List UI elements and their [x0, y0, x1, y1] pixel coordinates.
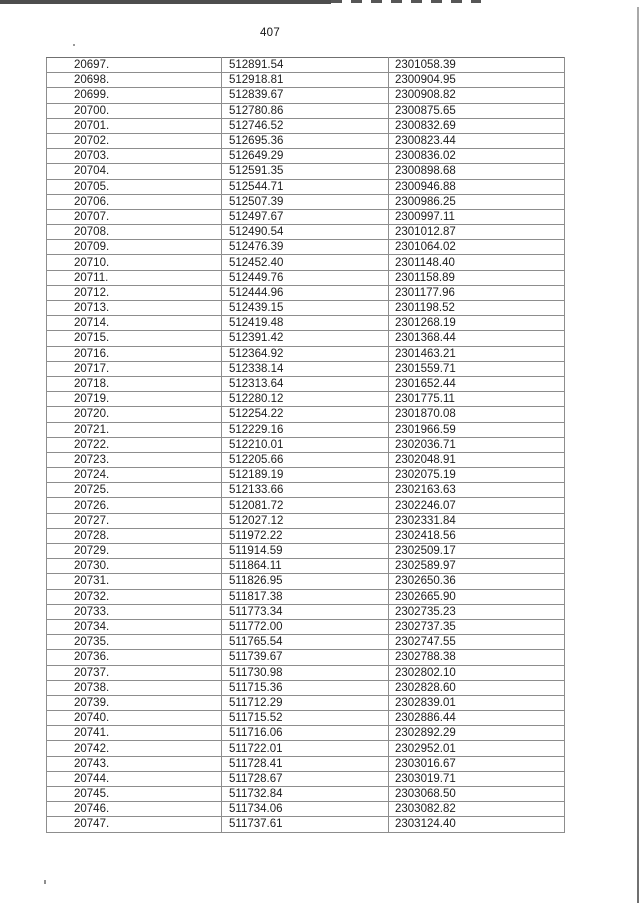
x-coordinate-cell: 512027.12	[222, 513, 389, 528]
y-coordinate-cell: 2302839.01	[389, 695, 565, 710]
scan-artifact-right-edge	[637, 7, 639, 903]
y-coordinate-cell: 2300875.65	[389, 103, 565, 118]
x-coordinate-cell: 511730.98	[222, 665, 389, 680]
x-coordinate-cell: 511773.34	[222, 604, 389, 619]
table-row	[47, 604, 565, 619]
table-body	[47, 58, 565, 833]
y-coordinate-cell: 2303019.71	[389, 771, 565, 786]
point-number-cell: 20739.	[47, 695, 222, 710]
y-coordinate-cell: 2301198.52	[389, 301, 565, 316]
table-row	[47, 437, 565, 452]
y-coordinate-cell: 2300997.11	[389, 209, 565, 224]
x-coordinate-cell: 511715.52	[222, 711, 389, 726]
point-number-cell: 20706.	[47, 194, 222, 209]
point-number-cell: 20737.	[47, 665, 222, 680]
y-coordinate-cell: 2300898.68	[389, 164, 565, 179]
y-coordinate-cell: 2301368.44	[389, 331, 565, 346]
table-row	[47, 88, 565, 103]
y-coordinate-cell: 2300986.25	[389, 194, 565, 209]
x-coordinate-cell: 512205.66	[222, 452, 389, 467]
table-row	[47, 619, 565, 634]
x-coordinate-cell: 512544.71	[222, 179, 389, 194]
x-coordinate-cell: 512280.12	[222, 392, 389, 407]
x-coordinate-cell: 512891.54	[222, 58, 389, 73]
point-number-cell: 20735.	[47, 635, 222, 650]
table-row	[47, 574, 565, 589]
table-row	[47, 316, 565, 331]
point-number-cell: 20723.	[47, 452, 222, 467]
point-number-cell: 20707.	[47, 209, 222, 224]
x-coordinate-cell: 512490.54	[222, 225, 389, 240]
y-coordinate-cell: 2303068.50	[389, 787, 565, 802]
table-row	[47, 483, 565, 498]
x-coordinate-cell: 511914.59	[222, 544, 389, 559]
x-coordinate-cell: 511765.54	[222, 635, 389, 650]
table-row	[47, 513, 565, 528]
table-row	[47, 240, 565, 255]
x-coordinate-cell: 512649.29	[222, 149, 389, 164]
y-coordinate-cell: 2302886.44	[389, 711, 565, 726]
y-coordinate-cell: 2301058.39	[389, 58, 565, 73]
y-coordinate-cell: 2301966.59	[389, 422, 565, 437]
table-row	[47, 331, 565, 346]
point-number-cell: 20733.	[47, 604, 222, 619]
point-number-cell: 20722.	[47, 437, 222, 452]
table-row	[47, 361, 565, 376]
x-coordinate-cell: 511737.61	[222, 817, 389, 832]
point-number-cell: 20743.	[47, 756, 222, 771]
table-row	[47, 73, 565, 88]
x-coordinate-cell: 511972.22	[222, 528, 389, 543]
point-number-cell: 20702.	[47, 133, 222, 148]
y-coordinate-cell: 2300904.95	[389, 73, 565, 88]
table-row	[47, 58, 565, 73]
y-coordinate-cell: 2301177.96	[389, 285, 565, 300]
x-coordinate-cell: 511734.06	[222, 802, 389, 817]
x-coordinate-cell: 512449.76	[222, 270, 389, 285]
table-row	[47, 468, 565, 483]
table-row	[47, 498, 565, 513]
y-coordinate-cell: 2301158.89	[389, 270, 565, 285]
x-coordinate-cell: 512364.92	[222, 346, 389, 361]
point-number-cell: 20736.	[47, 650, 222, 665]
point-number-cell: 20747.	[47, 817, 222, 832]
point-number-cell: 20715.	[47, 331, 222, 346]
point-number-cell: 20734.	[47, 619, 222, 634]
y-coordinate-cell: 2302737.35	[389, 619, 565, 634]
y-coordinate-cell: 2302788.38	[389, 650, 565, 665]
x-coordinate-cell: 511715.36	[222, 680, 389, 695]
y-coordinate-cell: 2302952.01	[389, 741, 565, 756]
y-coordinate-cell: 2301012.87	[389, 225, 565, 240]
y-coordinate-cell: 2302075.19	[389, 468, 565, 483]
table-row	[47, 528, 565, 543]
y-coordinate-cell: 2302735.23	[389, 604, 565, 619]
x-coordinate-cell: 512591.35	[222, 164, 389, 179]
point-number-cell: 20738.	[47, 680, 222, 695]
table-row	[47, 103, 565, 118]
point-number-cell: 20717.	[47, 361, 222, 376]
x-coordinate-cell: 512338.14	[222, 361, 389, 376]
point-number-cell: 20746.	[47, 802, 222, 817]
table-row	[47, 346, 565, 361]
point-number-cell: 20744.	[47, 771, 222, 786]
x-coordinate-cell: 512391.42	[222, 331, 389, 346]
point-number-cell: 20718.	[47, 376, 222, 391]
y-coordinate-cell: 2301148.40	[389, 255, 565, 270]
x-coordinate-cell: 512452.40	[222, 255, 389, 270]
x-coordinate-cell: 512918.81	[222, 73, 389, 88]
table-row	[47, 209, 565, 224]
table-row	[47, 452, 565, 467]
y-coordinate-cell: 2301559.71	[389, 361, 565, 376]
x-coordinate-cell: 511716.06	[222, 726, 389, 741]
y-coordinate-cell: 2303082.82	[389, 802, 565, 817]
point-number-cell: 20745.	[47, 787, 222, 802]
point-number-cell: 20701.	[47, 118, 222, 133]
table-row	[47, 164, 565, 179]
table-row	[47, 194, 565, 209]
table-row	[47, 422, 565, 437]
table-row	[47, 133, 565, 148]
table-row	[47, 650, 565, 665]
point-number-cell: 20710.	[47, 255, 222, 270]
y-coordinate-cell: 2300908.82	[389, 88, 565, 103]
page-number: 407	[259, 27, 281, 39]
table-row	[47, 726, 565, 741]
point-number-cell: 20698.	[47, 73, 222, 88]
x-coordinate-cell: 512746.52	[222, 118, 389, 133]
x-coordinate-cell: 512229.16	[222, 422, 389, 437]
y-coordinate-cell: 2302163.63	[389, 483, 565, 498]
x-coordinate-cell: 511739.67	[222, 650, 389, 665]
point-number-cell: 20724.	[47, 468, 222, 483]
table-row	[47, 680, 565, 695]
point-number-cell: 20721.	[47, 422, 222, 437]
table-row	[47, 802, 565, 817]
y-coordinate-cell: 2301652.44	[389, 376, 565, 391]
table-row	[47, 376, 565, 391]
point-number-cell: 20708.	[47, 225, 222, 240]
y-coordinate-cell: 2302802.10	[389, 665, 565, 680]
y-coordinate-cell: 2301775.11	[389, 392, 565, 407]
x-coordinate-cell: 512313.64	[222, 376, 389, 391]
point-number-cell: 20729.	[47, 544, 222, 559]
x-coordinate-cell: 512497.67	[222, 209, 389, 224]
x-coordinate-cell: 511722.01	[222, 741, 389, 756]
table-row	[47, 392, 565, 407]
y-coordinate-cell: 2301064.02	[389, 240, 565, 255]
point-number-cell: 20730.	[47, 559, 222, 574]
point-number-cell: 20740.	[47, 711, 222, 726]
x-coordinate-cell: 511817.38	[222, 589, 389, 604]
x-coordinate-cell: 512695.36	[222, 133, 389, 148]
table-row	[47, 695, 565, 710]
point-number-cell: 20709.	[47, 240, 222, 255]
x-coordinate-cell: 511732.84	[222, 787, 389, 802]
point-number-cell: 20720.	[47, 407, 222, 422]
x-coordinate-cell: 512081.72	[222, 498, 389, 513]
table-row	[47, 741, 565, 756]
table-row	[47, 544, 565, 559]
x-coordinate-cell: 511772.00	[222, 619, 389, 634]
x-coordinate-cell: 511728.67	[222, 771, 389, 786]
point-number-cell: 20741.	[47, 726, 222, 741]
scan-artifact-top-bar	[0, 0, 331, 4]
point-number-cell: 20731.	[47, 574, 222, 589]
y-coordinate-cell: 2300946.88	[389, 179, 565, 194]
point-number-cell: 20705.	[47, 179, 222, 194]
table-row	[47, 118, 565, 133]
x-coordinate-cell: 512133.66	[222, 483, 389, 498]
y-coordinate-cell: 2302589.97	[389, 559, 565, 574]
x-coordinate-cell: 512839.67	[222, 88, 389, 103]
table-row	[47, 665, 565, 680]
point-number-cell: 20719.	[47, 392, 222, 407]
y-coordinate-cell: 2302418.56	[389, 528, 565, 543]
x-coordinate-cell: 512507.39	[222, 194, 389, 209]
scan-artifact-speck	[73, 44, 75, 46]
x-coordinate-cell: 512780.86	[222, 103, 389, 118]
y-coordinate-cell: 2302892.29	[389, 726, 565, 741]
x-coordinate-cell: 511826.95	[222, 574, 389, 589]
point-number-cell: 20700.	[47, 103, 222, 118]
x-coordinate-cell: 511864.11	[222, 559, 389, 574]
x-coordinate-cell: 512210.01	[222, 437, 389, 452]
y-coordinate-cell: 2302828.60	[389, 680, 565, 695]
x-coordinate-cell: 512254.22	[222, 407, 389, 422]
x-coordinate-cell: 512476.39	[222, 240, 389, 255]
point-number-cell: 20727.	[47, 513, 222, 528]
y-coordinate-cell: 2301463.21	[389, 346, 565, 361]
y-coordinate-cell: 2300823.44	[389, 133, 565, 148]
y-coordinate-cell: 2300836.02	[389, 149, 565, 164]
table-row	[47, 225, 565, 240]
table-row	[47, 635, 565, 650]
table-row	[47, 285, 565, 300]
point-number-cell: 20714.	[47, 316, 222, 331]
point-number-cell: 20711.	[47, 270, 222, 285]
y-coordinate-cell: 2303016.67	[389, 756, 565, 771]
table-row	[47, 407, 565, 422]
y-coordinate-cell: 2302747.55	[389, 635, 565, 650]
table-row	[47, 589, 565, 604]
table-row	[47, 756, 565, 771]
coordinate-table	[46, 57, 565, 833]
table-row	[47, 270, 565, 285]
point-number-cell: 20716.	[47, 346, 222, 361]
point-number-cell: 20726.	[47, 498, 222, 513]
x-coordinate-cell: 512444.96	[222, 285, 389, 300]
y-coordinate-cell: 2303124.40	[389, 817, 565, 832]
table-row	[47, 771, 565, 786]
point-number-cell: 20713.	[47, 301, 222, 316]
y-coordinate-cell: 2302036.71	[389, 437, 565, 452]
y-coordinate-cell: 2302509.17	[389, 544, 565, 559]
point-number-cell: 20732.	[47, 589, 222, 604]
x-coordinate-cell: 512419.48	[222, 316, 389, 331]
y-coordinate-cell: 2302331.84	[389, 513, 565, 528]
point-number-cell: 20703.	[47, 149, 222, 164]
x-coordinate-cell: 511712.29	[222, 695, 389, 710]
y-coordinate-cell: 2301268.19	[389, 316, 565, 331]
table-row	[47, 559, 565, 574]
y-coordinate-cell: 2302048.91	[389, 452, 565, 467]
x-coordinate-cell: 512189.19	[222, 468, 389, 483]
table-row	[47, 301, 565, 316]
table-row	[47, 179, 565, 194]
point-number-cell: 20704.	[47, 164, 222, 179]
scan-artifact-top-dashes	[331, 0, 481, 3]
table-row	[47, 787, 565, 802]
table-row	[47, 149, 565, 164]
y-coordinate-cell: 2300832.69	[389, 118, 565, 133]
y-coordinate-cell: 2301870.08	[389, 407, 565, 422]
x-coordinate-cell: 512439.15	[222, 301, 389, 316]
point-number-cell: 20725.	[47, 483, 222, 498]
y-coordinate-cell: 2302650.36	[389, 574, 565, 589]
x-coordinate-cell: 511728.41	[222, 756, 389, 771]
point-number-cell: 20742.	[47, 741, 222, 756]
point-number-cell: 20712.	[47, 285, 222, 300]
point-number-cell: 20699.	[47, 88, 222, 103]
table-row	[47, 255, 565, 270]
y-coordinate-cell: 2302246.07	[389, 498, 565, 513]
point-number-cell: 20728.	[47, 528, 222, 543]
table-row	[47, 817, 565, 832]
y-coordinate-cell: 2302665.90	[389, 589, 565, 604]
point-number-cell: 20697.	[47, 58, 222, 73]
scan-artifact-speck	[44, 880, 46, 884]
table-row	[47, 711, 565, 726]
